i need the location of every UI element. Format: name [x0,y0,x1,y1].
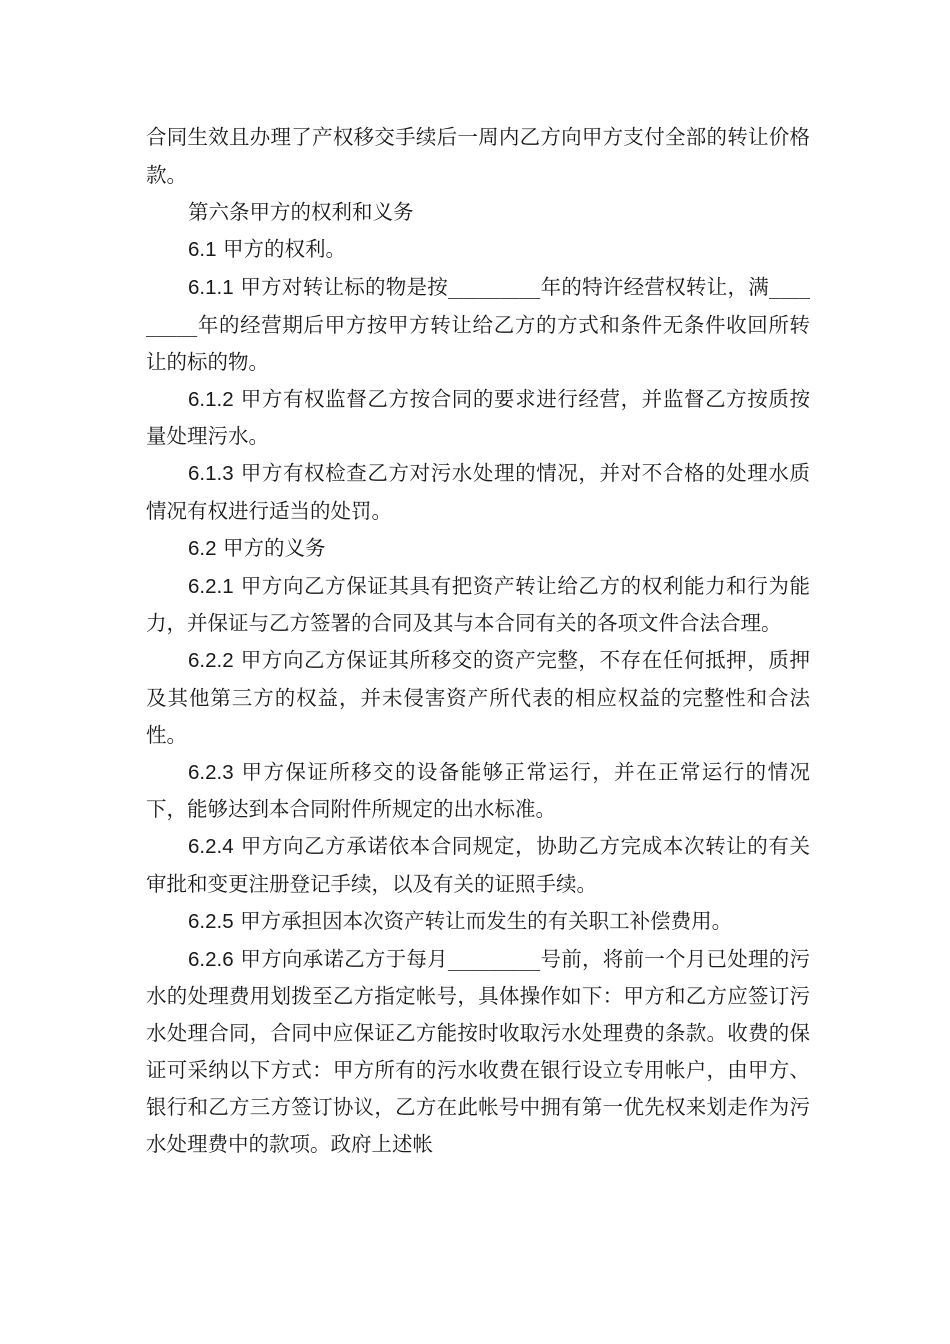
paragraph-text: 甲方的义务 [216,535,326,560]
paragraph-text: 甲方向乙方保证其具有把资产转让给乙方的权利能力和行为能力，并保证与乙方签署的合同及其与本合同有关的各项文件合法合理。 [146,573,810,636]
paragraph [146,119,810,194]
clause-number: 6.2 [188,536,217,560]
paragraph [146,231,810,269]
clause-number: 6.2.4 [188,835,234,859]
paragraph [146,941,810,1163]
paragraph-text: 甲方有权检查乙方对污水处理的情况，并对不合格的处理水质情况有权进行适当的处罚。 [146,461,810,523]
paragraph-text: 甲方对转让标的物是按_________年的特许经营权转让，满_________年的经营期后甲方按甲方转让给乙方的方式和条件无条件收回所转让的标的物。 [146,275,810,374]
paragraph [146,903,810,941]
clause-number: 6.2.5 [188,909,234,933]
clause-number: 6.1.1 [188,276,234,300]
clause-number: 6.2.1 [188,574,234,598]
paragraph [146,754,810,829]
paragraph-text: 甲方保证所移交的设备能够正常运行，并在正常运行的情况下，能够达到本合同附件所规定的出水标准。 [146,759,810,822]
paragraph [146,568,810,643]
paragraph-text: 甲方承担因本次资产转让而发生的有关职工补偿费用。 [233,908,733,933]
clause-number: 6.1.2 [188,387,234,411]
paragraph-text: 甲方向乙方保证其所移交的资产完整，不存在任何抵押，质押及其他第三方的权益，并未侵害资产所代表的相应权益的完整性和合法性。 [146,648,810,747]
paragraph-text: 甲方向承诺乙方于每月_________号前，将前一个月已处理的污水的处理费用划拨至乙方指定帐号，具体操作如下：甲方和乙方应签订污水处理合同，合同中应保证乙方能按时收取污水处理费的条款。收费的保证可采纳以下方式：甲方所有的污水收费在银行设立专用帐户，由甲方、银行和乙方三方签订协议，乙方在此帐号中拥有第一优先权来划走作为污水处理费中的款项。政府上述帐 [146,946,810,1156]
paragraph-text: 甲方向乙方承诺依本合同规定，协助乙方完成本次转让的有关审批和变更注册登记手续，以及有关的证照手续。 [146,834,810,896]
paragraph-text: 甲方的权利。 [216,237,347,262]
contract-body [146,119,810,1162]
article-heading: 第六条甲方的权利和义务 [188,199,414,224]
paragraph-text: 合同生效且办理了产权移交手续后一周内乙方向甲方支付全部的转让价格款。 [146,125,810,187]
clause-number: 6.1.3 [188,462,234,486]
paragraph [146,269,810,380]
clause-number: 6.2.2 [188,649,234,673]
clause-number: 6.1 [188,238,217,262]
paragraph [146,530,810,568]
paragraph [146,194,810,232]
paragraph-text: 甲方有权监督乙方按合同的要求进行经营，并监督乙方按质按量处理污水。 [146,386,810,449]
paragraph [146,642,810,753]
paragraph [146,381,810,456]
clause-number: 6.2.3 [188,760,234,784]
paragraph [146,828,810,903]
clause-number: 6.2.6 [188,947,234,971]
paragraph [146,455,810,530]
